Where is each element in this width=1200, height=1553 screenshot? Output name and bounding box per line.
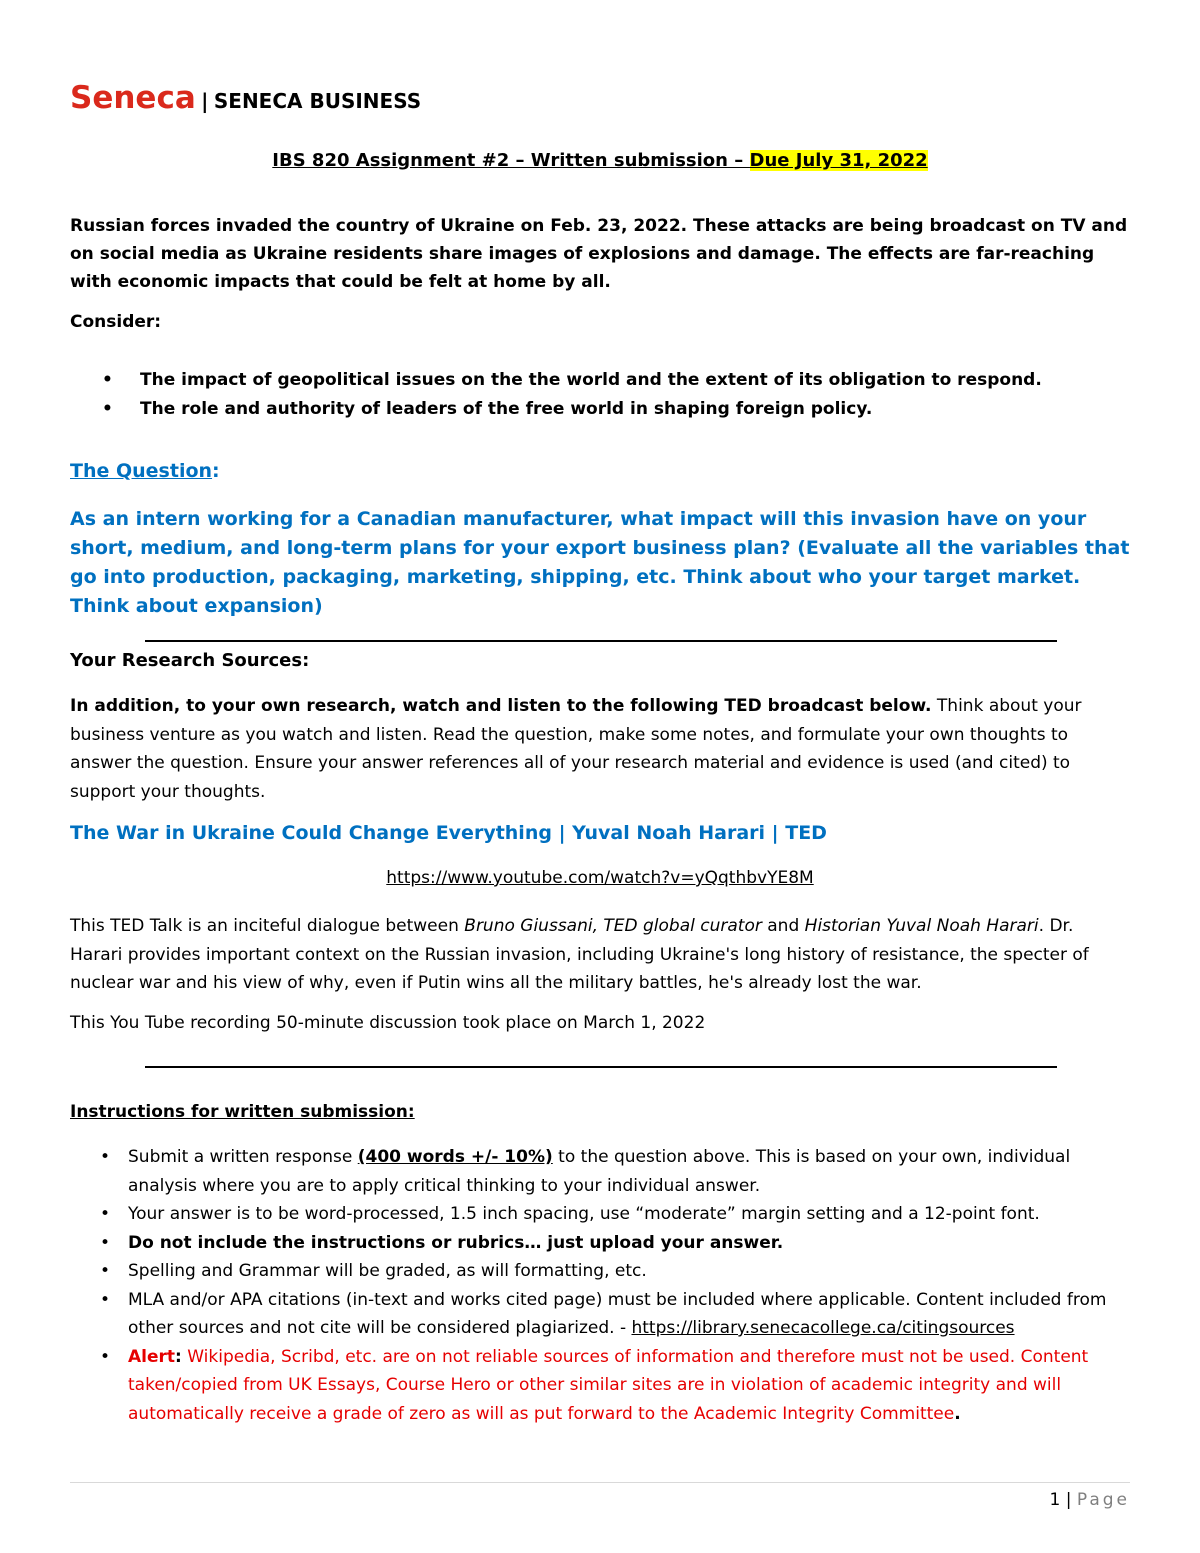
research-sources-heading: Your Research Sources: [70, 650, 310, 671]
question-text: As an intern working for a Canadian manufacturer, what impact will this invasion have on your short, medium, and long-term plans for your export business plan? (Evaluate all the variables that go into production, packaging, marketing, shipping, etc. Think about who your target market. Think about expansion) [70, 508, 1130, 617]
question-heading: The Question: [70, 460, 220, 482]
word-count: (400 words +/- 10%) [357, 1147, 553, 1167]
assignment-title [0, 150, 1200, 171]
footer-divider [70, 1482, 1130, 1483]
bullet-icon: • [100, 1289, 111, 1310]
list-item: • Do not include the instructions or rubrics… just upload your answer. [70, 1229, 1130, 1258]
divider [145, 640, 1057, 642]
recording-note: This You Tube recording 50-minute discussion took place on March 1, 2022 [70, 1013, 706, 1033]
title-main: IBS 820 Assignment #2 – Written submission – [272, 150, 750, 171]
list-item: • Your answer is to be word-processed, 1.5 inch spacing, use “moderate” margin setting and a 12-point font. [70, 1200, 1130, 1229]
divider [145, 1066, 1057, 1068]
instructions-list [70, 1143, 1130, 1428]
seneca-logo: Seneca [70, 80, 196, 116]
bullet-icon: • [100, 1147, 111, 1167]
page-number: 1 [1049, 1490, 1061, 1510]
question-label: The Question [70, 460, 213, 482]
header-separator: | [201, 89, 209, 113]
header-subtitle: SENECA BUSINESS [213, 89, 422, 113]
document-header [70, 80, 421, 116]
page-word: Page [1076, 1490, 1130, 1510]
bullet-icon: • [102, 399, 113, 419]
ted-talk-title: The War in Ukraine Could Change Everything | Yuval Noah Harari | TED [70, 822, 827, 844]
instructions-heading: Instructions for written submission: [70, 1102, 415, 1122]
list-item: • Submit a written response (400 words +/- 10%) to the question above. This is based on your own, individual analysis where you are to apply critical thinking to your individual answer. [70, 1143, 1130, 1200]
list-item: • MLA and/or APA citations (in-text and works cited page) must be included where applicable. Content included from other sources and not cite will be considered plagiarized. - https://library.senecacollege.ca/citingsources [70, 1286, 1130, 1343]
list-item: • The impact of geopolitical issues on the the world and the extent of its obligation to respond. [70, 366, 1130, 395]
bullet-icon: • [100, 1261, 111, 1281]
list-item: • Alert: Wikipedia, Scribd, etc. are on not reliable sources of information and therefore must not be used. Content taken/copied from UK Essays, Course Hero or other similar sites are in violation of academic integrity and will automatically receive a grade of zero as will as put forward to the Academic Integrity Committee. [70, 1343, 1130, 1429]
bullet-icon: • [100, 1204, 111, 1224]
consider-list [70, 366, 1130, 424]
alert-label: Alert [128, 1346, 176, 1367]
youtube-link[interactable]: https://www.youtube.com/watch?v=yQqthbvYE8M [386, 868, 814, 888]
research-sources-paragraph: In addition, to your own research, watch and listen to the following TED broadcast below. Think about your business venture as you watch and listen. Read the question, make some notes, and formulate your own thoughts to answer the question. Ensure your answer references all of your research material and evidence is used (and cited) to support your thoughts. [70, 696, 1082, 802]
page-footer: 1 | Page [1049, 1490, 1130, 1510]
bullet-icon: • [100, 1232, 111, 1253]
due-date: Due July 31, 2022 [749, 150, 928, 171]
bullet-icon: • [102, 370, 113, 390]
ted-description: This TED Talk is an inciteful dialogue between Bruno Giussani, TED global curator and Historian Yuval Noah Harari. Dr. Harari provides important context on the Russian invasion, including Ukraine's long history of resistance, the specter of nuclear war and his view of why, even if Putin wins all the military battles, he's already lost the war. [70, 916, 1089, 993]
list-item: • The role and authority of leaders of the free world in shaping foreign policy. [70, 395, 1130, 424]
consider-label: Consider: [70, 312, 162, 332]
intro-paragraph: Russian forces invaded the country of Ukraine on Feb. 23, 2022. These attacks are being broadcast on TV and on social media as Ukraine residents share images of explosions and damage. The effects are far-reaching with economic impacts that could be felt at home by all. [70, 216, 1128, 292]
youtube-link-row [0, 868, 1200, 888]
bullet-icon: • [100, 1346, 111, 1367]
citing-sources-link[interactable]: https://library.senecacollege.ca/citingsources [631, 1318, 1015, 1338]
list-item: • Spelling and Grammar will be graded, as will formatting, etc. [70, 1257, 1130, 1286]
